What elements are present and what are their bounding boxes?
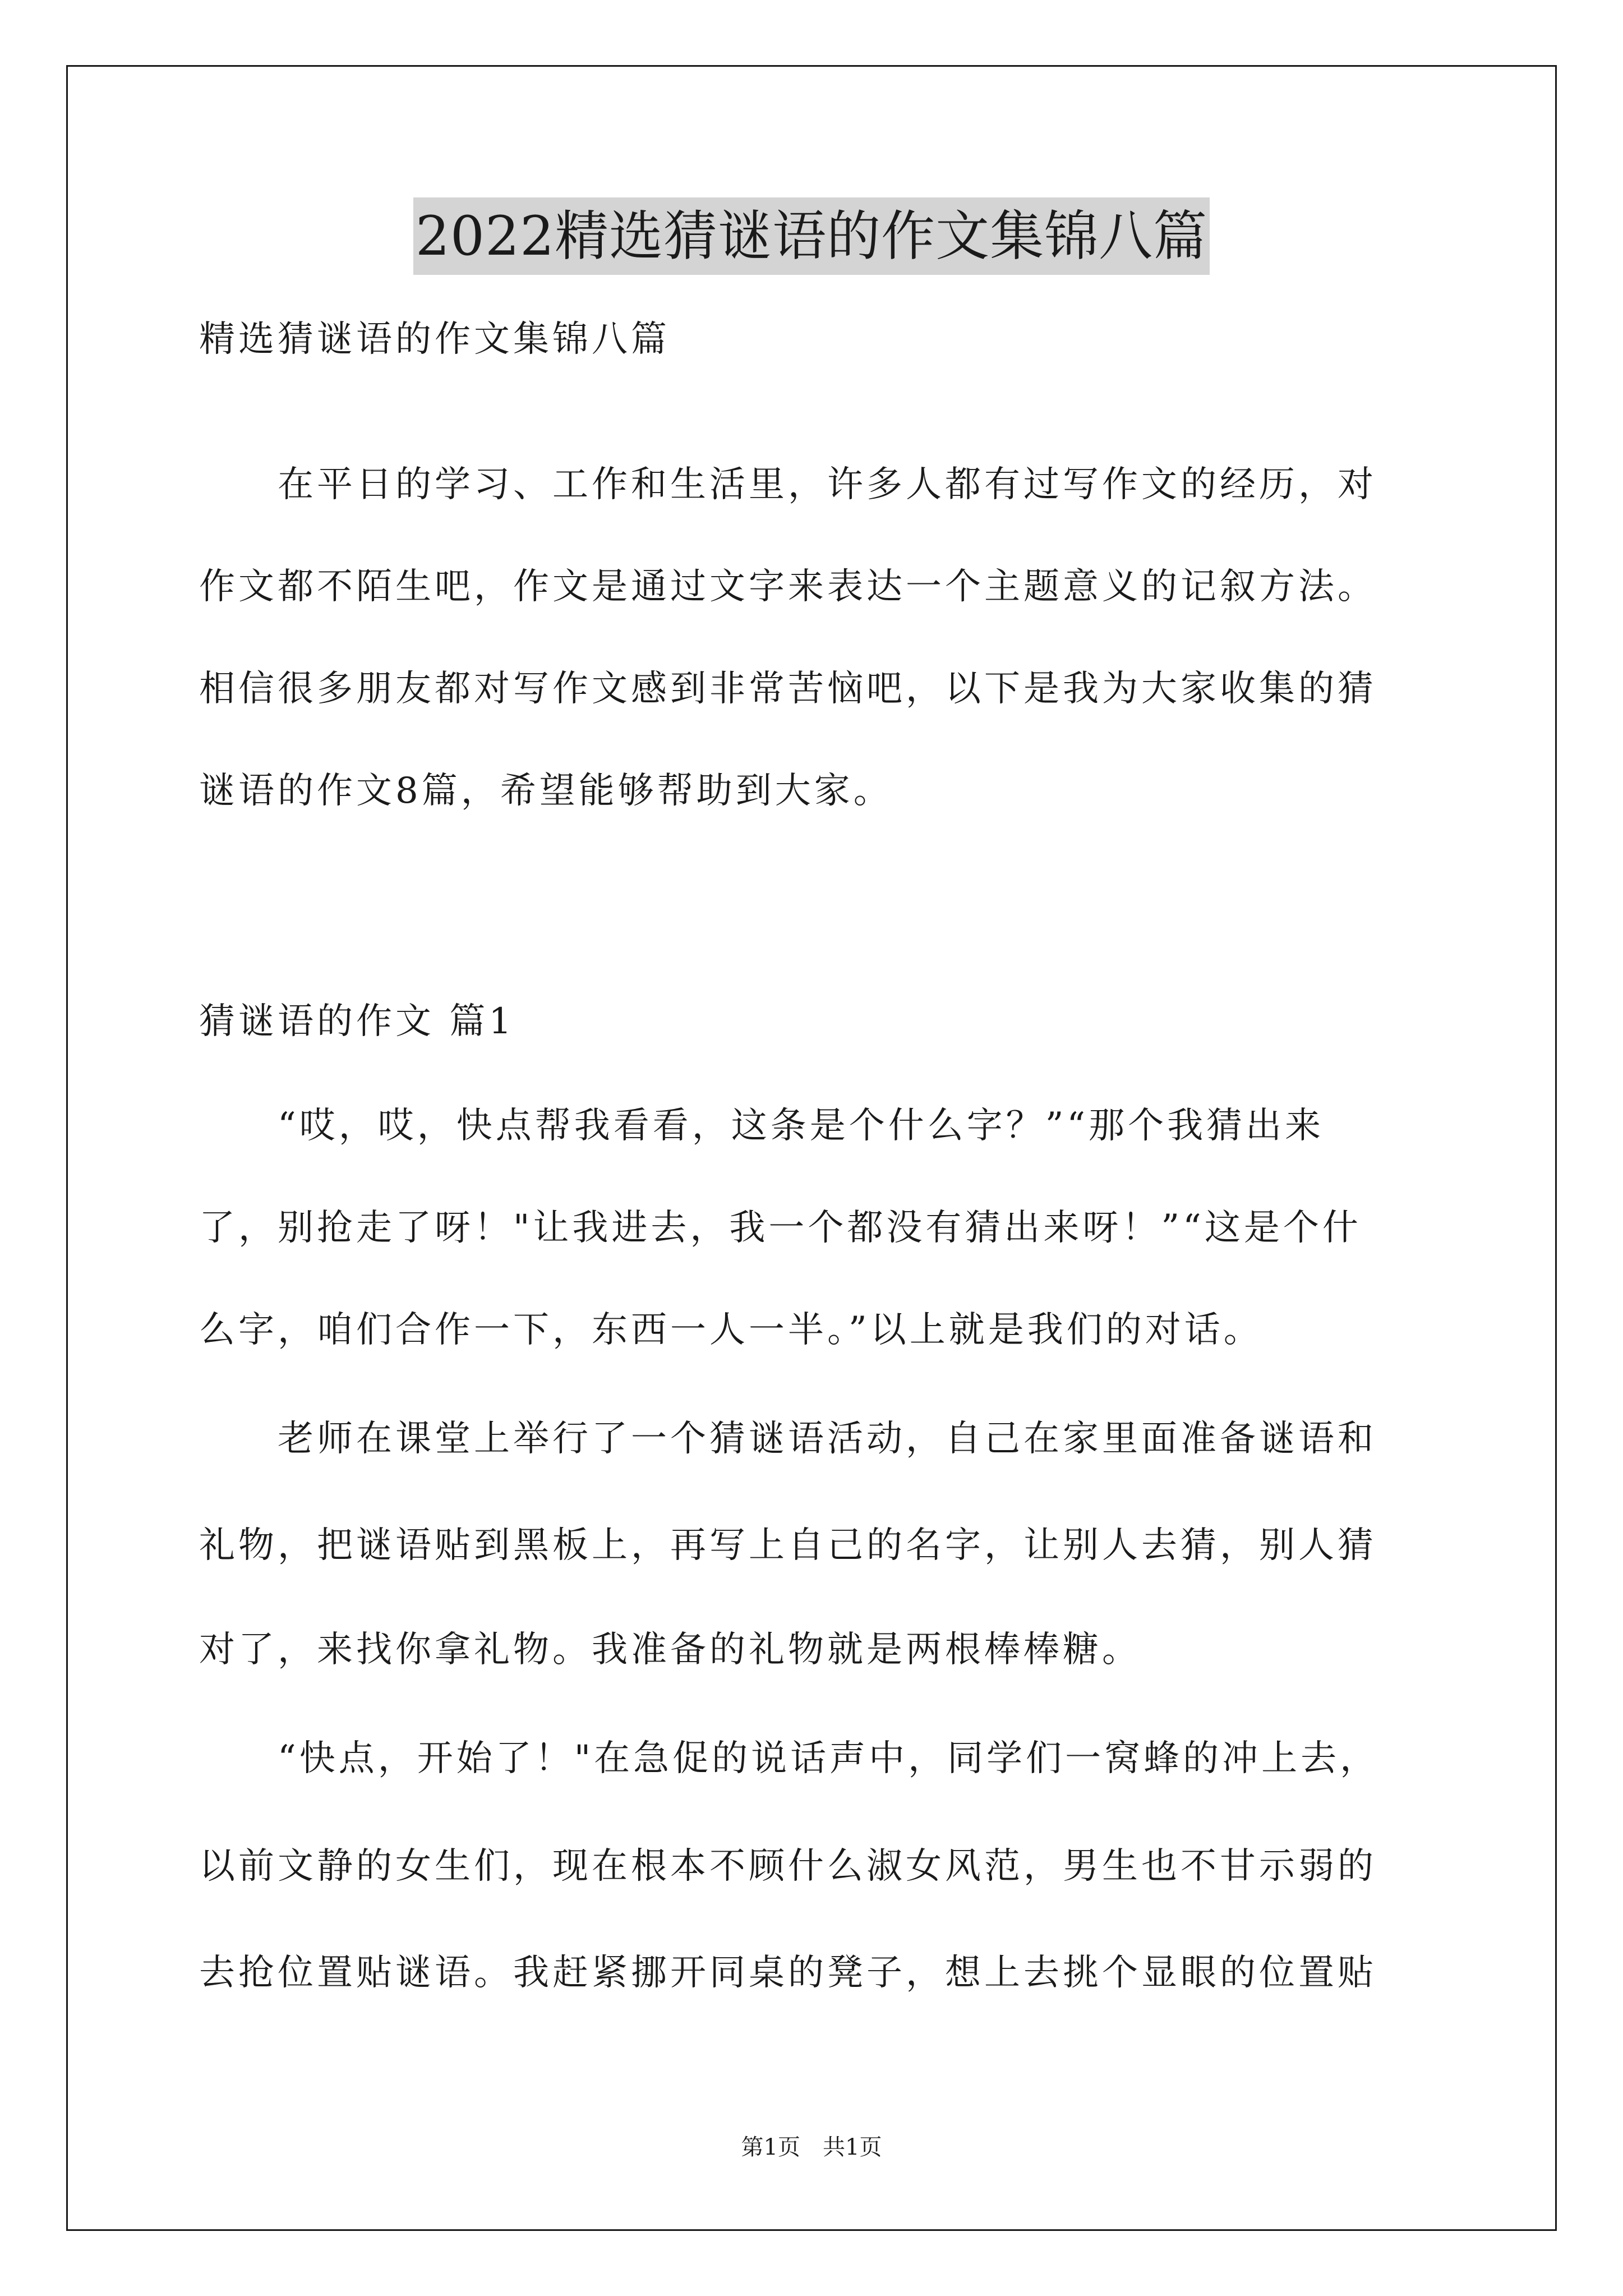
section-heading: 猜谜语的作文 篇1 (199, 1001, 515, 1042)
paragraph-line: 相信很多朋友都对写作文感到非常苦恼吧，以下是我为大家收集的猜 (199, 668, 1377, 710)
page-number-footer: 第1页 共1页 (741, 2134, 882, 2160)
subtitle: 精选猜谜语的作文集锦八篇 (199, 319, 670, 360)
paragraph-line: 礼物，把谜语贴到黑板上，再写上自己的名字，让别人去猜，别人猜 (199, 1525, 1377, 1566)
paragraph-line: 谜语的作文8篇，希望能够帮助到大家。 (199, 770, 893, 812)
paragraph-line: 作文都不陌生吧，作文是通过文字来表达一个主题意义的记叙方法。 (199, 566, 1377, 608)
paragraph-line: “哎，哎，快点帮我看看，这条是个什么字？”“那个我猜出来 (199, 1105, 1325, 1147)
paragraph-line: 对了，来找你拿礼物。我准备的礼物就是两根棒棒糖。 (199, 1629, 1141, 1671)
paragraph-line: 以前文静的女生们，现在根本不顾什么淑女风范，男生也不甘示弱的 (199, 1846, 1377, 1887)
paragraph-line: 老师在课堂上举行了一个猜谜语活动，自己在家里面准备谜语和 (199, 1418, 1377, 1460)
paragraph-line: “快点，开始了！"在急促的说话声中，同学们一窝蜂的冲上去， (199, 1738, 1380, 1779)
paragraph-line: 去抢位置贴谜语。我赶紧挪开同桌的凳子，想上去挑个显眼的位置贴 (199, 1952, 1377, 1994)
paragraph-line: 么字，咱们合作一下，东西一人一半。”以上就是我们的对话。 (199, 1309, 1263, 1351)
document-title: 2022精选猜谜语的作文集锦八篇 (413, 197, 1210, 275)
title-container (0, 197, 1623, 275)
paragraph-line: 在平日的学习、工作和生活里，许多人都有过写作文的经历，对 (199, 464, 1377, 505)
paragraph-line: 了，别抢走了呀！"让我进去，我一个都没有猜出来呀！”“这是个什 (199, 1207, 1362, 1249)
